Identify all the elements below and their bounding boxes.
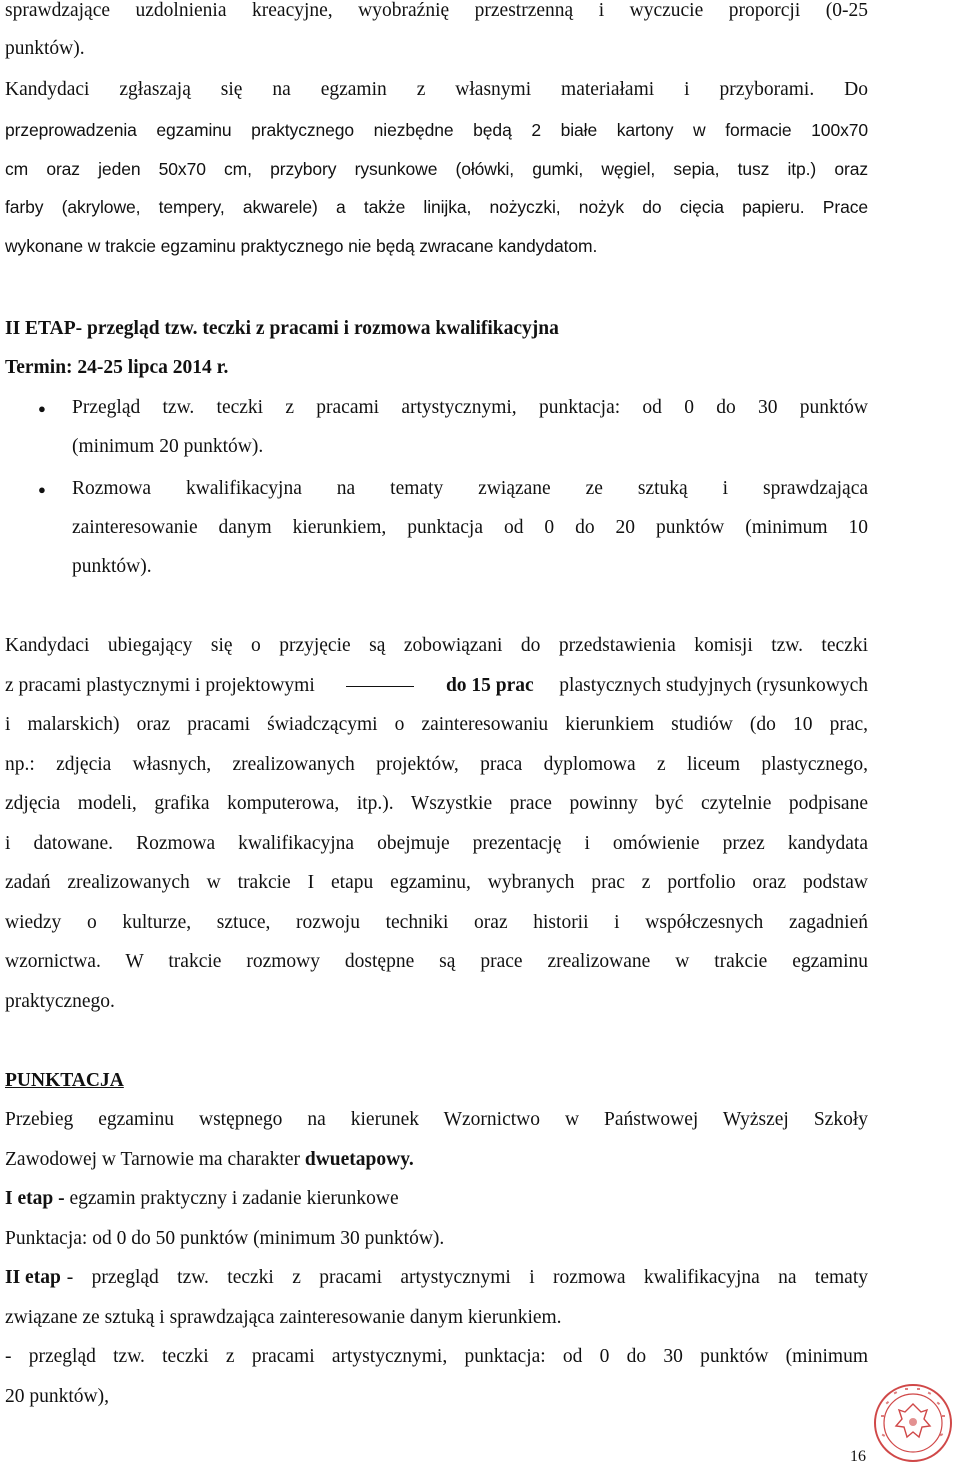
em-dash xyxy=(346,686,414,687)
text-line: - przegląd tzw. teczki z pracami artystycznymi, punktacja: od 0 do 30 punktów (minimum xyxy=(5,1346,868,1367)
text-line: Punktacja: od 0 do 50 punktów (minimum 30 punktów). xyxy=(5,1228,445,1249)
text-line: Przebieg egzaminu wstępnego na kierunek Wzornictwo w Państwowej Wyższej Szkoły xyxy=(5,1109,868,1130)
bold-segment: do 15 prac xyxy=(445,675,534,696)
text-line: zadań zrealizowanych w trakcie I etapu egzaminu, wybranych prac z portfolio oraz podstaw xyxy=(5,872,868,893)
text-line xyxy=(5,1267,868,1289)
text-line xyxy=(5,1188,868,1210)
text-line xyxy=(5,1149,868,1171)
text-line: cm oraz jeden 50x70 cm, przybory rysunkowe (ołówki, gumki, węgiel, sepia, tusz itp.) oraz xyxy=(5,159,868,179)
text-line: wiedzy o kulturze, sztuce, rozwoju techniki oraz historii i współczesnych zagadnień xyxy=(5,912,868,933)
bullet-text-line: Rozmowa kwalifikacyjna na tematy związane ze sztuką i sprawdzająca xyxy=(72,478,868,499)
section-heading: PUNKTACJA xyxy=(5,1070,124,1091)
text-segment: plastycznych studyjnych (rysunkowych xyxy=(559,675,868,696)
bullet-text-line: (minimum 20 punktów). xyxy=(72,436,264,457)
bold-segment: dwuetapowy. xyxy=(304,1149,414,1170)
text-line: praktycznego. xyxy=(5,991,115,1012)
seal-stamp-icon xyxy=(872,1382,954,1464)
text-line: zdjęcia modeli, grafika komputerowa, itp.). Wszystkie prace powinny być czytelnie podpisane xyxy=(5,793,868,814)
text-line: Kandydaci ubiegający się o przyjęcie są zobowiązani do przedstawienia komisji tzw. teczki xyxy=(5,635,868,656)
section-heading: II ETAP- przegląd tzw. teczki z pracami i rozmowa kwalifikacyjna xyxy=(5,318,559,339)
bullet-text-line: zainteresowanie danym kierunkiem, punktacja od 0 do 20 punktów (minimum 10 xyxy=(72,517,868,538)
text-line: przeprowadzenia egzaminu praktycznego niezbędne będą 2 białe kartony w formacie 100x70 xyxy=(5,120,868,140)
text-line: związane ze sztuką i sprawdzająca zainteresowanie danym kierunkiem. xyxy=(5,1307,562,1328)
text-line: 20 punktów), xyxy=(5,1386,109,1407)
text-line: wykonane w trakcie egzaminu praktycznego nie będą zwracane kandydatom. xyxy=(5,236,598,256)
text-line: wzornictwa. W trakcie rozmowy dostępne są prace zrealizowane w trakcie egzaminu xyxy=(5,951,868,972)
text-line: Kandydaci zgłaszają się na egzamin z własnymi materiałami i przyborami. Do xyxy=(5,79,868,100)
bullet-text-line: Przegląd tzw. teczki z pracami artystycznymi, punktacja: od 0 do 30 punktów xyxy=(72,397,868,418)
text-segment: Zawodowej w Tarnowie ma charakter xyxy=(5,1149,300,1170)
text-line: i malarskich) oraz pracami świadczącymi o zainteresowaniu kierunkiem studiów (do 10 prac, xyxy=(5,714,868,735)
text-segment: - przegląd tzw. teczki z pracami artystycznymi i rozmowa kwalifikacyjna na tematy xyxy=(66,1267,868,1288)
bullet-icon: ● xyxy=(38,482,46,497)
bold-label: II etap xyxy=(5,1267,61,1288)
bullet-text-line: punktów). xyxy=(72,556,152,577)
text-line: np.: zdjęcia własnych, zrealizowanych projektów, praca dyplomowa z liceum plastycznego, xyxy=(5,754,868,775)
text-line: farby (akrylowe, tempery, akwarele) a także linijka, nożyczki, nożyk do cięcia papieru. Prace xyxy=(5,197,868,217)
bullet-icon: ● xyxy=(38,401,46,416)
text-line xyxy=(5,675,868,697)
text-line: i datowane. Rozmowa kwalifikacyjna obejmuje prezentację i omówienie przez kandydata xyxy=(5,833,868,854)
bold-label: I etap - xyxy=(5,1188,65,1209)
termin-line: Termin: 24-25 lipca 2014 r. xyxy=(5,357,229,378)
text-line: punktów). xyxy=(5,38,85,59)
text-segment: egzamin praktyczny i zadanie kierunkowe xyxy=(64,1188,399,1209)
text-segment: z pracami plastycznymi i projektowymi xyxy=(5,675,315,696)
text-line: sprawdzające uzdolnienia kreacyjne, wyobraźnię przestrzenną i wyczucie proporcji (0-25 xyxy=(5,0,868,21)
page-number: 16 xyxy=(850,1448,866,1465)
